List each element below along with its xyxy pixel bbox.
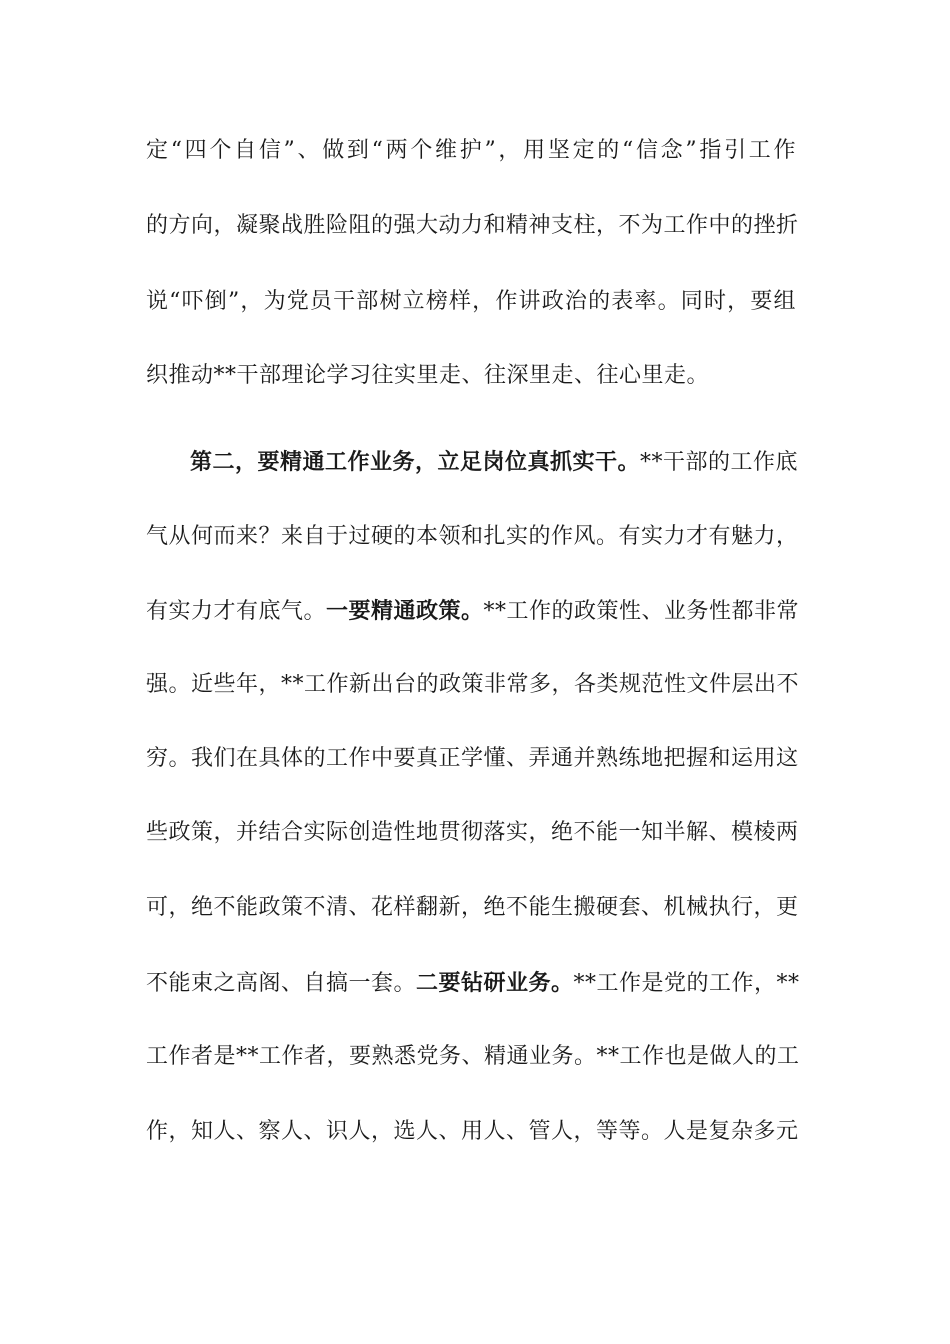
text-line-12 (146, 963, 800, 1003)
line-2-text: 的方向，凝聚战胜险阻的强大动力和精神支柱，不为工作中的挫折 (146, 213, 799, 238)
text-line-13 (146, 1037, 800, 1077)
line-8-text: 强。近些年，**工作新出台的政策非常多，各类规范性文件层出不 (146, 672, 800, 697)
text-line-10 (146, 813, 799, 853)
line-7-text-b: **工作的政策性、业务性都非常 (483, 599, 800, 624)
line-5-text: **干部的工作底 (640, 450, 799, 475)
line-6-text: 气从何而来？来自于过硬的本领和扎实的作风。有实力才有魅力， (146, 524, 799, 549)
subheading-business: 二要钻研业务。 (416, 970, 574, 996)
text-line-14 (146, 1112, 799, 1152)
line-3-text: 说“吓倒”，为党员干部树立榜样，作讲政治的表率。同时，要组 (146, 289, 796, 314)
text-line-2 (146, 206, 799, 246)
text-line-3 (146, 282, 796, 322)
line-14-text: 作，知人、察人、识人，选人、用人、管人，等等。人是复杂多元 (146, 1119, 799, 1144)
line-13-text: 工作者是**工作者，要熟悉党务、精通业务。**工作也是做人的工 (146, 1044, 800, 1069)
text-line-6 (146, 517, 799, 557)
text-line-1 (146, 131, 796, 171)
text-line-8 (146, 665, 800, 705)
line-7-text-a: 有实力才有底气。 (146, 599, 327, 624)
line-12-text-b: **工作是党的工作，** (573, 971, 800, 996)
line-9-text: 穷。我们在具体的工作中要真正学懂、弄通并熟练地把握和运用这 (146, 746, 799, 771)
text-line-11 (146, 888, 799, 928)
line-4-text: 织推动**干部理论学习往实里走、往深里走、往心里走。 (146, 363, 710, 388)
text-line-9 (146, 739, 799, 779)
line-10-text: 些政策，并结合实际创造性地贯彻落实，绝不能一知半解、模棱两 (146, 820, 799, 845)
subheading-policy: 一要精通政策。 (326, 598, 484, 624)
line-11-text: 可，绝不能政策不清、花样翻新，绝不能生搬硬套、机械执行，更 (146, 895, 799, 920)
text-line-5 (190, 442, 799, 482)
text-line-7 (146, 591, 800, 631)
text-line-4 (146, 356, 796, 396)
section-heading-2: 第二，要精通工作业务，立足岗位真抓实干。 (190, 449, 641, 475)
line-12-text-a: 不能束之高阁、自搞一套。 (146, 971, 417, 996)
line-1-text: 定“四个自信”、做到“两个维护”，用坚定的“信念”指引工作 (146, 138, 796, 163)
